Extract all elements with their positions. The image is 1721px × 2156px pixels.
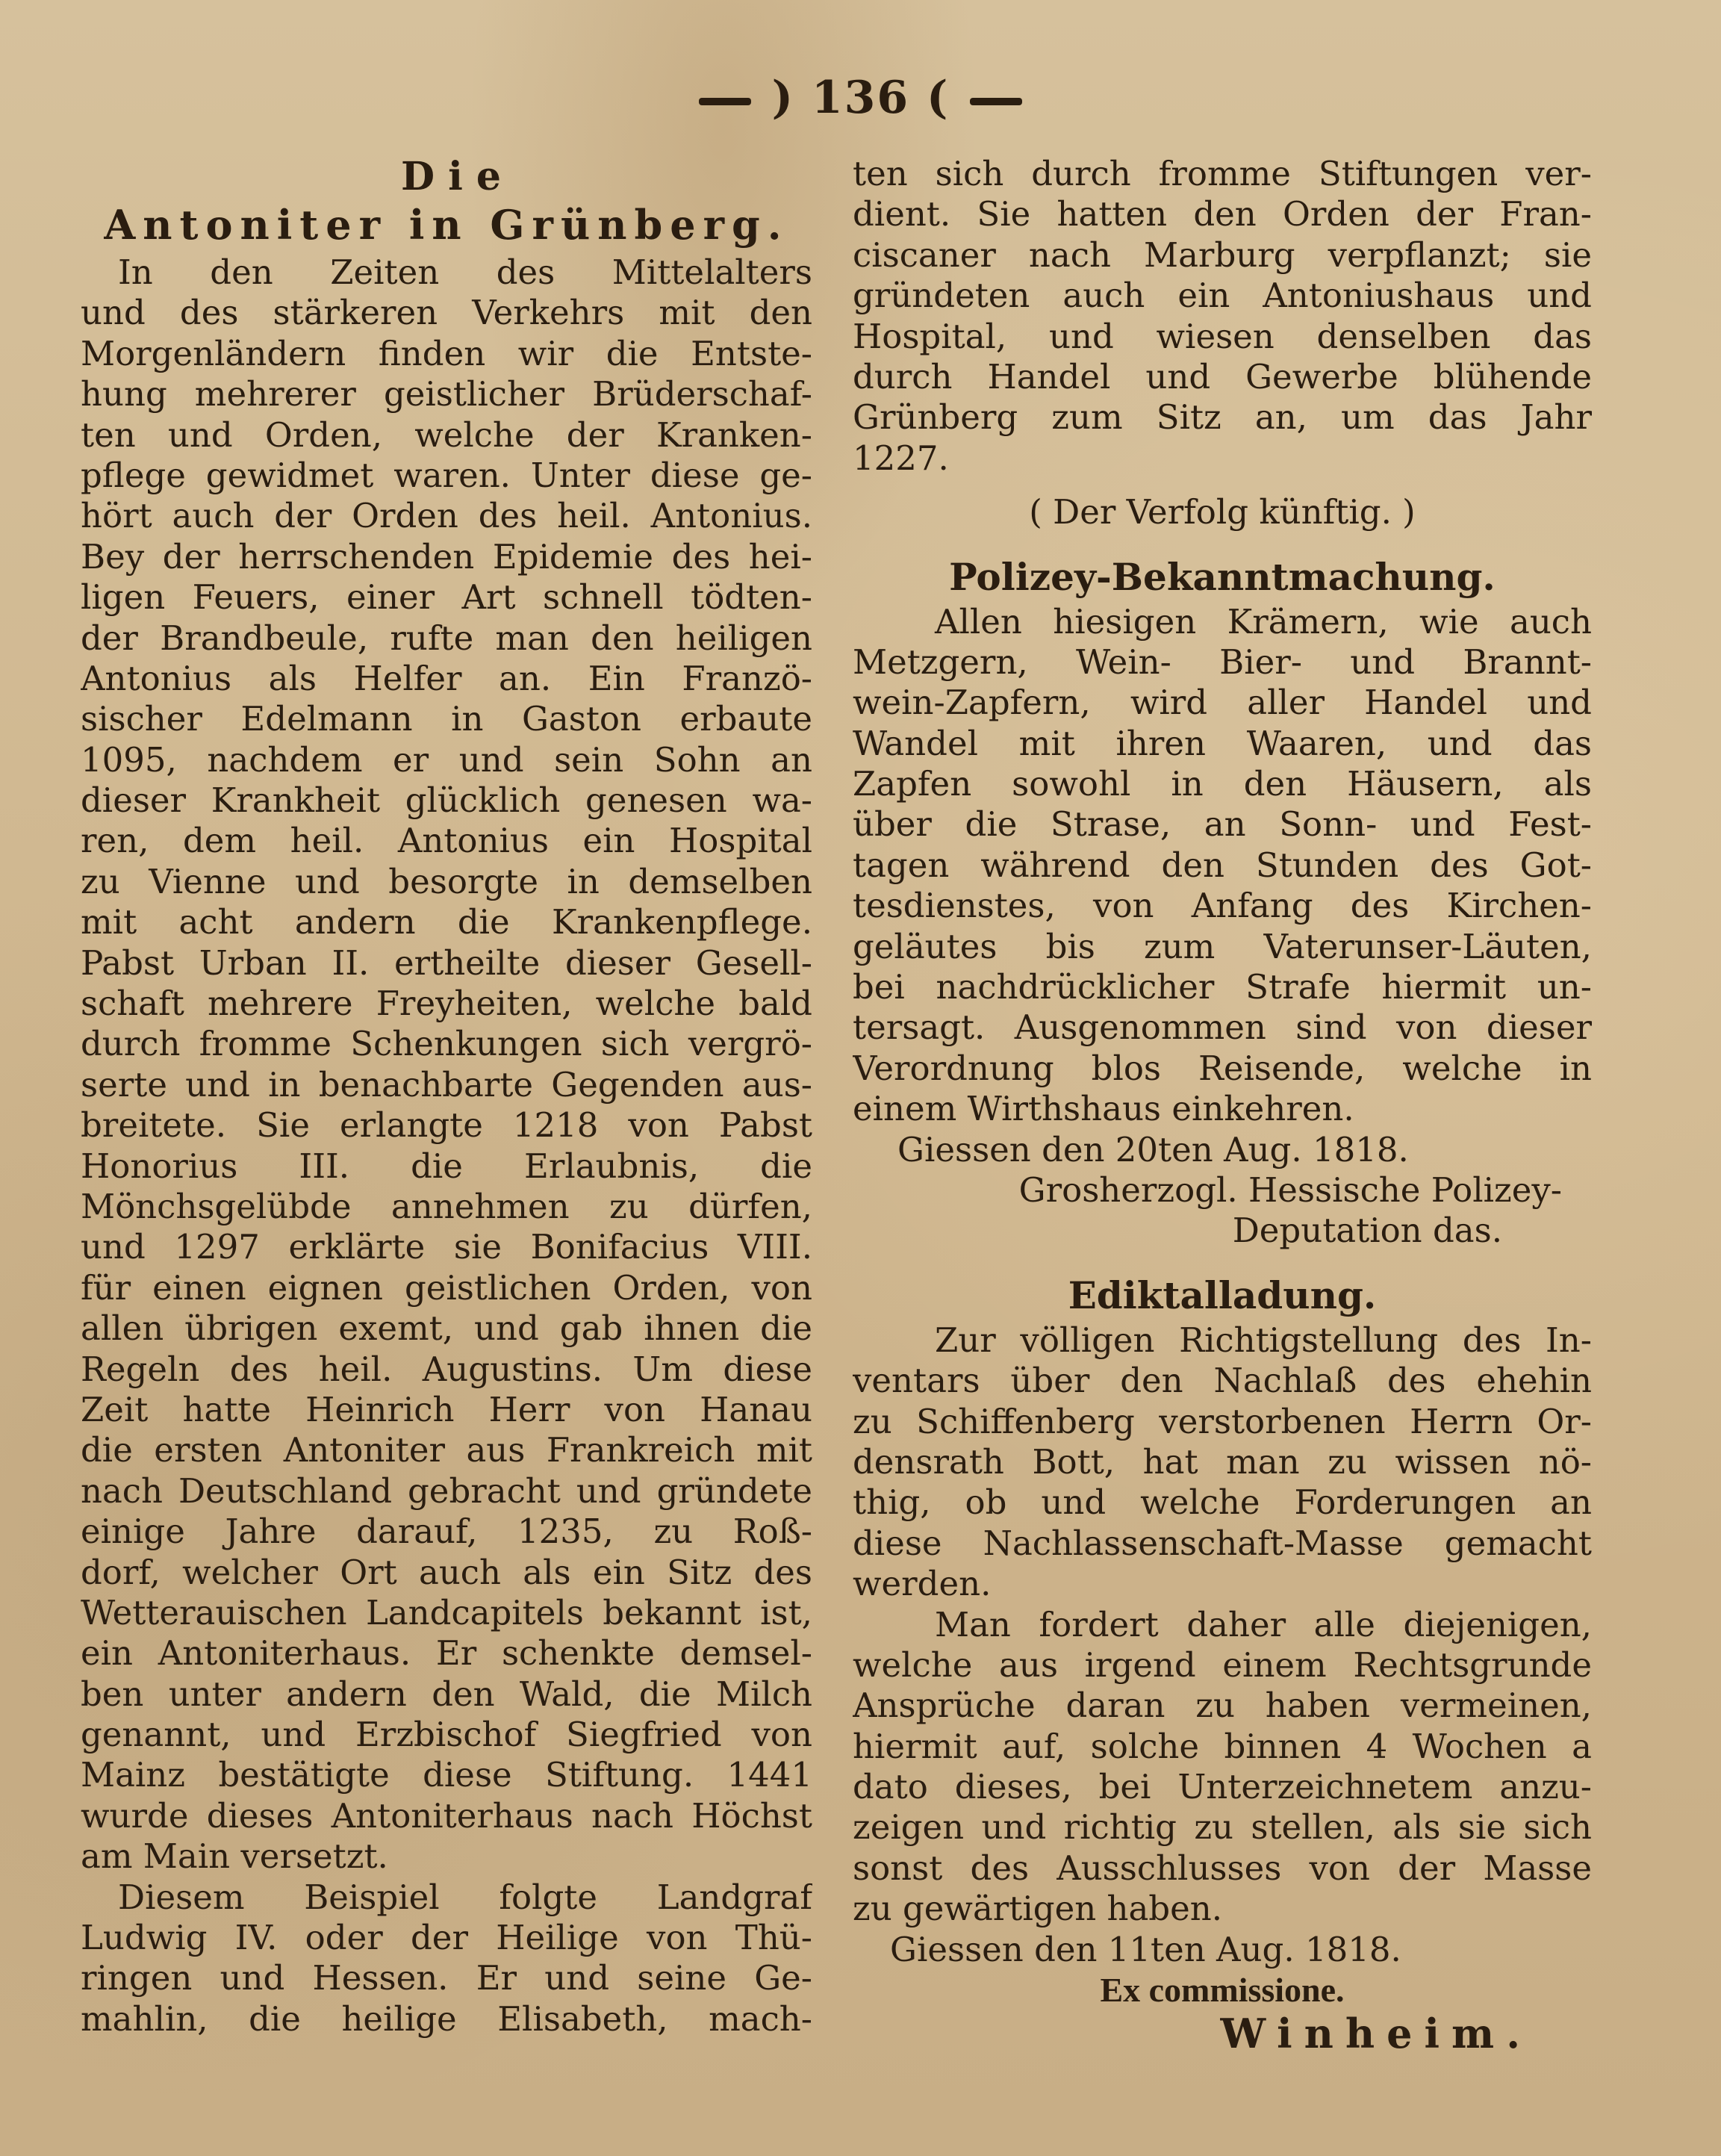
text-line: allen übrigen exemt, und gab ihnen die — [81, 1308, 812, 1349]
text-line: Allen hiesigen Krämern, wie auch — [935, 601, 1592, 641]
text-line: schaft mehrere Freyheiten, welche bald — [81, 984, 812, 1024]
text-line: dieser Krankheit glücklich genesen wa- — [81, 780, 812, 821]
page-number: ) 136 ( — [771, 72, 950, 124]
notice-date: Giessen den 20ten Aug. 1818. — [897, 1129, 1409, 1169]
text-line: ten sich durch fromme Stiftungen ver- — [853, 154, 1592, 193]
text-line: Mönchsgelübde annehmen zu dürfen, — [81, 1186, 812, 1226]
text-line: ren, dem heil. Antonius ein Hospital — [81, 821, 812, 861]
text-line: Verordnung blos Reisende, welche in — [853, 1048, 1592, 1088]
article-title-line1: Die — [401, 154, 514, 199]
text-line: Regeln des heil. Augustins. Um diese — [81, 1349, 812, 1389]
header-rule-right — [970, 98, 1022, 105]
text-line: Antonius als Helfer an. Ein Franzö- — [81, 658, 812, 698]
text-line: einige Jahre darauf, 1235, zu Roß- — [81, 1512, 812, 1552]
text-line: einem Wirthshaus einkehren. — [853, 1089, 1354, 1129]
text-line: thig, ob und welche Forderungen an — [853, 1482, 1592, 1523]
text-line: ligen Feuers, einer Art schnell tödten- — [81, 577, 812, 618]
text-line: sonst des Ausschlusses von der Masse — [853, 1848, 1592, 1888]
text-line: genannt, und Erzbischof Siegfried von — [81, 1715, 812, 1755]
text-line: Man fordert daher alle diejenigen, — [935, 1604, 1592, 1644]
edict-signature: Winheim. — [1220, 2010, 1532, 2058]
left-column — [81, 154, 812, 2039]
notice-signature-line2: Deputation das. — [1232, 1211, 1502, 1251]
text-line: der Brandbeule, rufte man den heiligen — [81, 618, 812, 658]
text-line: werden. — [853, 1564, 992, 1604]
text-line: dient. Sie hatten den Orden der Fran- — [853, 194, 1592, 234]
continuation-note: ( Der Verfolg künftig. ) — [1029, 492, 1416, 532]
text-line: In den Zeiten des Mittelalters — [118, 252, 812, 292]
text-line: die ersten Antoniter aus Frankreich mit — [81, 1430, 812, 1470]
text-line: Morgenländern finden wir die Entste- — [81, 333, 812, 373]
text-line: gründeten auch ein Antoniushaus und — [853, 276, 1592, 316]
text-line: Diesem Beispiel folgte Landgraf — [118, 1877, 812, 1917]
text-line: mit acht andern die Krankenpflege. — [81, 902, 812, 942]
text-line: 1095, nachdem er und sein Sohn an — [81, 739, 812, 780]
article-continuation — [853, 154, 1592, 533]
header-rule-left — [699, 98, 751, 105]
text-line: Ansprüche daran zu haben vermeinen, — [853, 1686, 1592, 1726]
police-notice-heading: Polizey-Bekanntmachung. — [949, 554, 1496, 599]
text-line: mahlin, die heilige Elisabeth, mach- — [81, 1998, 812, 2039]
text-line: Zur völligen Richtigstellung des In- — [935, 1320, 1592, 1360]
text-line: tagen während den Stunden des Got- — [853, 845, 1592, 885]
text-line: zu gewärtigen haben. — [853, 1889, 1223, 1929]
text-line: zeigen und richtig zu stellen, als sie sich — [853, 1807, 1592, 1848]
text-line: sischer Edelmann in Gaston erbaute — [81, 699, 812, 739]
text-line: ringen und Hessen. Er und seine Ge- — [81, 1958, 812, 1998]
text-line: und des stärkeren Verkehrs mit den — [81, 293, 812, 333]
text-line: serte und in benachbarte Gegenden aus- — [81, 1064, 812, 1105]
text-line: hung mehrerer geistlicher Brüderschaf- — [81, 374, 812, 414]
text-line: am Main versetzt. — [81, 1836, 388, 1877]
text-line: densrath Bott, hat man zu wissen nö- — [853, 1441, 1592, 1482]
text-line: Bey der herrschenden Epidemie des hei- — [81, 536, 812, 577]
text-line: Hospital, und wiesen denselben das — [853, 316, 1592, 356]
text-line: diese Nachlassenschaft-Masse gemacht — [853, 1523, 1592, 1563]
text-line: und 1297 erklärte sie Bonifacius VIII. — [81, 1227, 812, 1267]
text-line: Mainz bestätigte diese Stiftung. 1441 — [81, 1755, 812, 1795]
text-line: Zapfen sowohl in den Häusern, als — [853, 764, 1592, 804]
text-line: hört auch der Orden des heil. Antonius. — [81, 496, 812, 536]
text-line: breitete. Sie erlangte 1218 von Pabst — [81, 1105, 812, 1146]
text-line: ten und Orden, welche der Kranken- — [81, 414, 812, 455]
text-line: ventars über den Nachlaß des ehehin — [853, 1361, 1592, 1401]
text-line: dorf, welcher Ort auch als ein Sitz des — [81, 1552, 812, 1592]
edict-date: Giessen den 11ten Aug. 1818. — [890, 1929, 1401, 1969]
ex-commissione: Ex commissione. — [1100, 1971, 1345, 2010]
text-line: ciscaner nach Marburg verpflanzt; sie — [853, 234, 1592, 275]
text-line: Wandel mit ihren Waaren, und das — [853, 723, 1592, 763]
text-line: hiermit auf, solche binnen 4 Wochen a — [853, 1726, 1592, 1766]
text-line: über die Strase, an Sonn- und Fest- — [853, 804, 1592, 845]
text-line: Pabst Urban II. ertheilte dieser Gesell- — [81, 942, 812, 983]
police-notice-body — [853, 602, 1592, 1252]
text-line: ben unter andern den Wald, die Milch — [81, 1674, 812, 1714]
text-line: Metzgern, Wein- Bier- und Brannt- — [853, 641, 1592, 682]
text-line: Zeit hatte Heinrich Herr von Hanau — [81, 1389, 812, 1429]
text-line: pflege gewidmet waren. Unter diese ge- — [81, 455, 812, 495]
text-line: Wetterauischen Landcapitels bekannt ist, — [81, 1592, 812, 1632]
text-line: Ludwig IV. oder der Heilige von Thü- — [81, 1918, 812, 1958]
right-column — [853, 154, 1592, 2057]
notice-signature-line1: Grosherzogl. Hessische Polizey- — [1018, 1169, 1562, 1210]
text-line: für einen eignen geistlichen Orden, von — [81, 1267, 812, 1308]
text-line: tesdienstes, von Anfang des Kirchen- — [853, 886, 1592, 926]
text-line: geläutes bis zum Vaterunser-Läuten, — [853, 926, 1592, 966]
text-line: zu Vienne und besorgte in demselben — [81, 861, 812, 901]
text-line: Grünberg zum Sitz an, um das Jahr — [853, 397, 1592, 438]
edict-heading: Ediktalladung. — [1068, 1273, 1377, 1317]
text-line: wurde dieses Antoniterhaus nach Höchst — [81, 1795, 812, 1836]
article-body — [81, 252, 812, 2039]
text-line: welche aus irgend einem Rechtsgrunde — [853, 1644, 1592, 1685]
text-line: Honorius III. die Erlaubnis, die — [81, 1146, 812, 1186]
text-line: dato dieses, bei Unterzeichnetem anzu- — [853, 1767, 1592, 1807]
text-line: durch fromme Schenkungen sich vergrö- — [81, 1024, 812, 1064]
text-line: bei nachdrücklicher Strafe hiermit un- — [853, 967, 1592, 1007]
text-line: ein Antoniterhaus. Er schenkte demsel- — [81, 1633, 812, 1674]
edict-body — [853, 1320, 1592, 2057]
article-title-line2: Antoniter in Grünberg. — [104, 201, 789, 249]
text-line: tersagt. Ausgenommen sind von dieser — [853, 1007, 1592, 1048]
text-line: nach Deutschland gebracht und gründete — [81, 1470, 812, 1511]
page-header — [0, 72, 1721, 124]
text-line: zu Schiffenberg verstorbenen Herrn Or- — [853, 1401, 1592, 1441]
text-line: durch Handel und Gewerbe blühende — [853, 356, 1592, 397]
text-line: 1227. — [853, 438, 949, 478]
text-line: wein-Zapfern, wird aller Handel und — [853, 683, 1592, 723]
